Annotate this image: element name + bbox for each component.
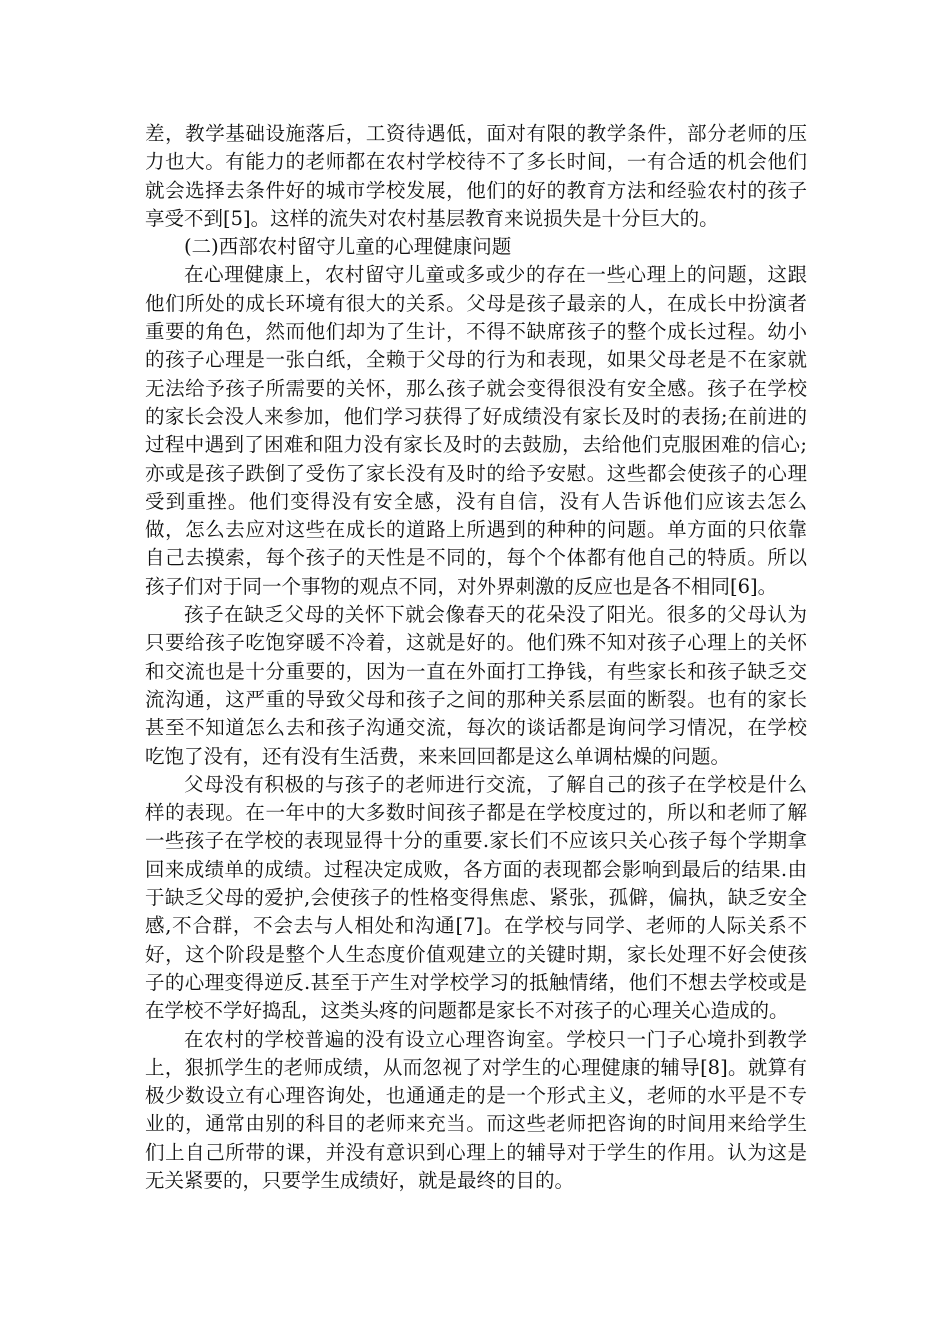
section-heading: (二)西部农村留守儿童的心理健康问题 <box>184 235 512 259</box>
paragraph: 在农村的学校普遍的没有设立心理咨询室。学校只一门子心境扑到教学上，狠抓学生的老师成绩，从而忽视了对学生的心理健康的辅导[8]。就算有极少数设立有心理咨询处，也通通走的是一个形式主义，老师的水平是不专业的，通常由别的科目的老师来充当。而这些老师把咨询的时间用来给学生们上自己所带的课，并没有意识到心理上的辅导对于学生的作用。认为这是无关紧要的，只要学生成绩好，就是最终的目的。 <box>145 1027 807 1192</box>
paragraph: 孩子在缺乏父母的关怀下就会像春天的花朵没了阳光。很多的父母认为只要给孩子吃饱穿暖不冷着，这就是好的。他们殊不知对孩子心理上的关怀和交流也是十分重要的，因为一直在外面打工挣钱，有些家长和孩子缺乏交流沟通，这严重的导致父母和孩子之间的那种关系层面的断裂。也有的家长甚至不知道怎么去和孩子沟通交流，每次的谈话都是询问学习情况，在学校吃饱了没有，还有没有生活费，来来回回都是这么单调枯燥的问题。 <box>145 603 807 768</box>
paragraph: 父母没有积极的与孩子的老师进行交流，了解自己的孩子在学校是什么样的表现。在一年中的大多数时间孩子都是在学校度过的，所以和老师了解一些孩子在学校的表现显得十分的重要.家长们不应该只关心孩子每个学期拿回来成绩单的成绩。过程决定成败，各方面的表现都会影响到最后的结果.由于缺乏父母的爱护,会使孩子的性格变得焦虑、紧张，孤僻，偏执，缺乏安全感,不合群，不会去与人相处和沟通[7]。在学校与同学、老师的人际关系不好，这个阶段是整个人生态度价值观建立的关键时期，家长处理不好会使孩子的心理变得逆反.甚至于产生对学校学习的抵触情绪，他们不想去学校或是在学校不学好捣乱，这类头疼的问题都是家长不对孩子的心理关心造成的。 <box>145 772 807 1023</box>
paragraph-continuation: 差，教学基础设施落后，工资待遇低，面对有限的教学条件，部分老师的压力也大。有能力的老师都在农村学校待不了多长时间，一有合适的机会他们就会选择去条件好的城市学校发展，他们的好的教育方法和经验农村的孩子享受不到[5]。这样的流失对农村基层教育来说损失是十分巨大的。 <box>145 122 807 230</box>
document-page <box>145 120 807 1195</box>
paragraph: 在心理健康上，农村留守儿童或多或少的存在一些心理上的问题，这跟他们所处的成长环境有很大的关系。父母是孩子最亲的人，在成长中扮演者重要的角色，然而他们却为了生计，不得不缺席孩子的整个成长过程。幼小的孩子心理是一张白纸，全赖于父母的行为和表现，如果父母老是不在家就无法给予孩子所需要的关怀，那么孩子就会变得很没有安全感。孩子在学校的家长会没人来参加，他们学习获得了好成绩没有家长及时的表扬;在前进的过程中遇到了困难和阻力没有家长及时的去鼓励，去给他们克服困难的信心;亦或是孩子跌倒了受伤了家长没有及时的给予安慰。这些都会使孩子的心理受到重挫。他们变得没有安全感，没有自信，没有人告诉他们应该去怎么做，怎么去应对这些在成长的道路上所遇到的种种的问题。单方面的只依靠自己去摸索，每个孩子的天性是不同的，每个个体都有他自己的特质。所以孩子们对于同一个事物的观点不同，对外界刺激的反应也是各不相同[6]。 <box>145 263 807 598</box>
